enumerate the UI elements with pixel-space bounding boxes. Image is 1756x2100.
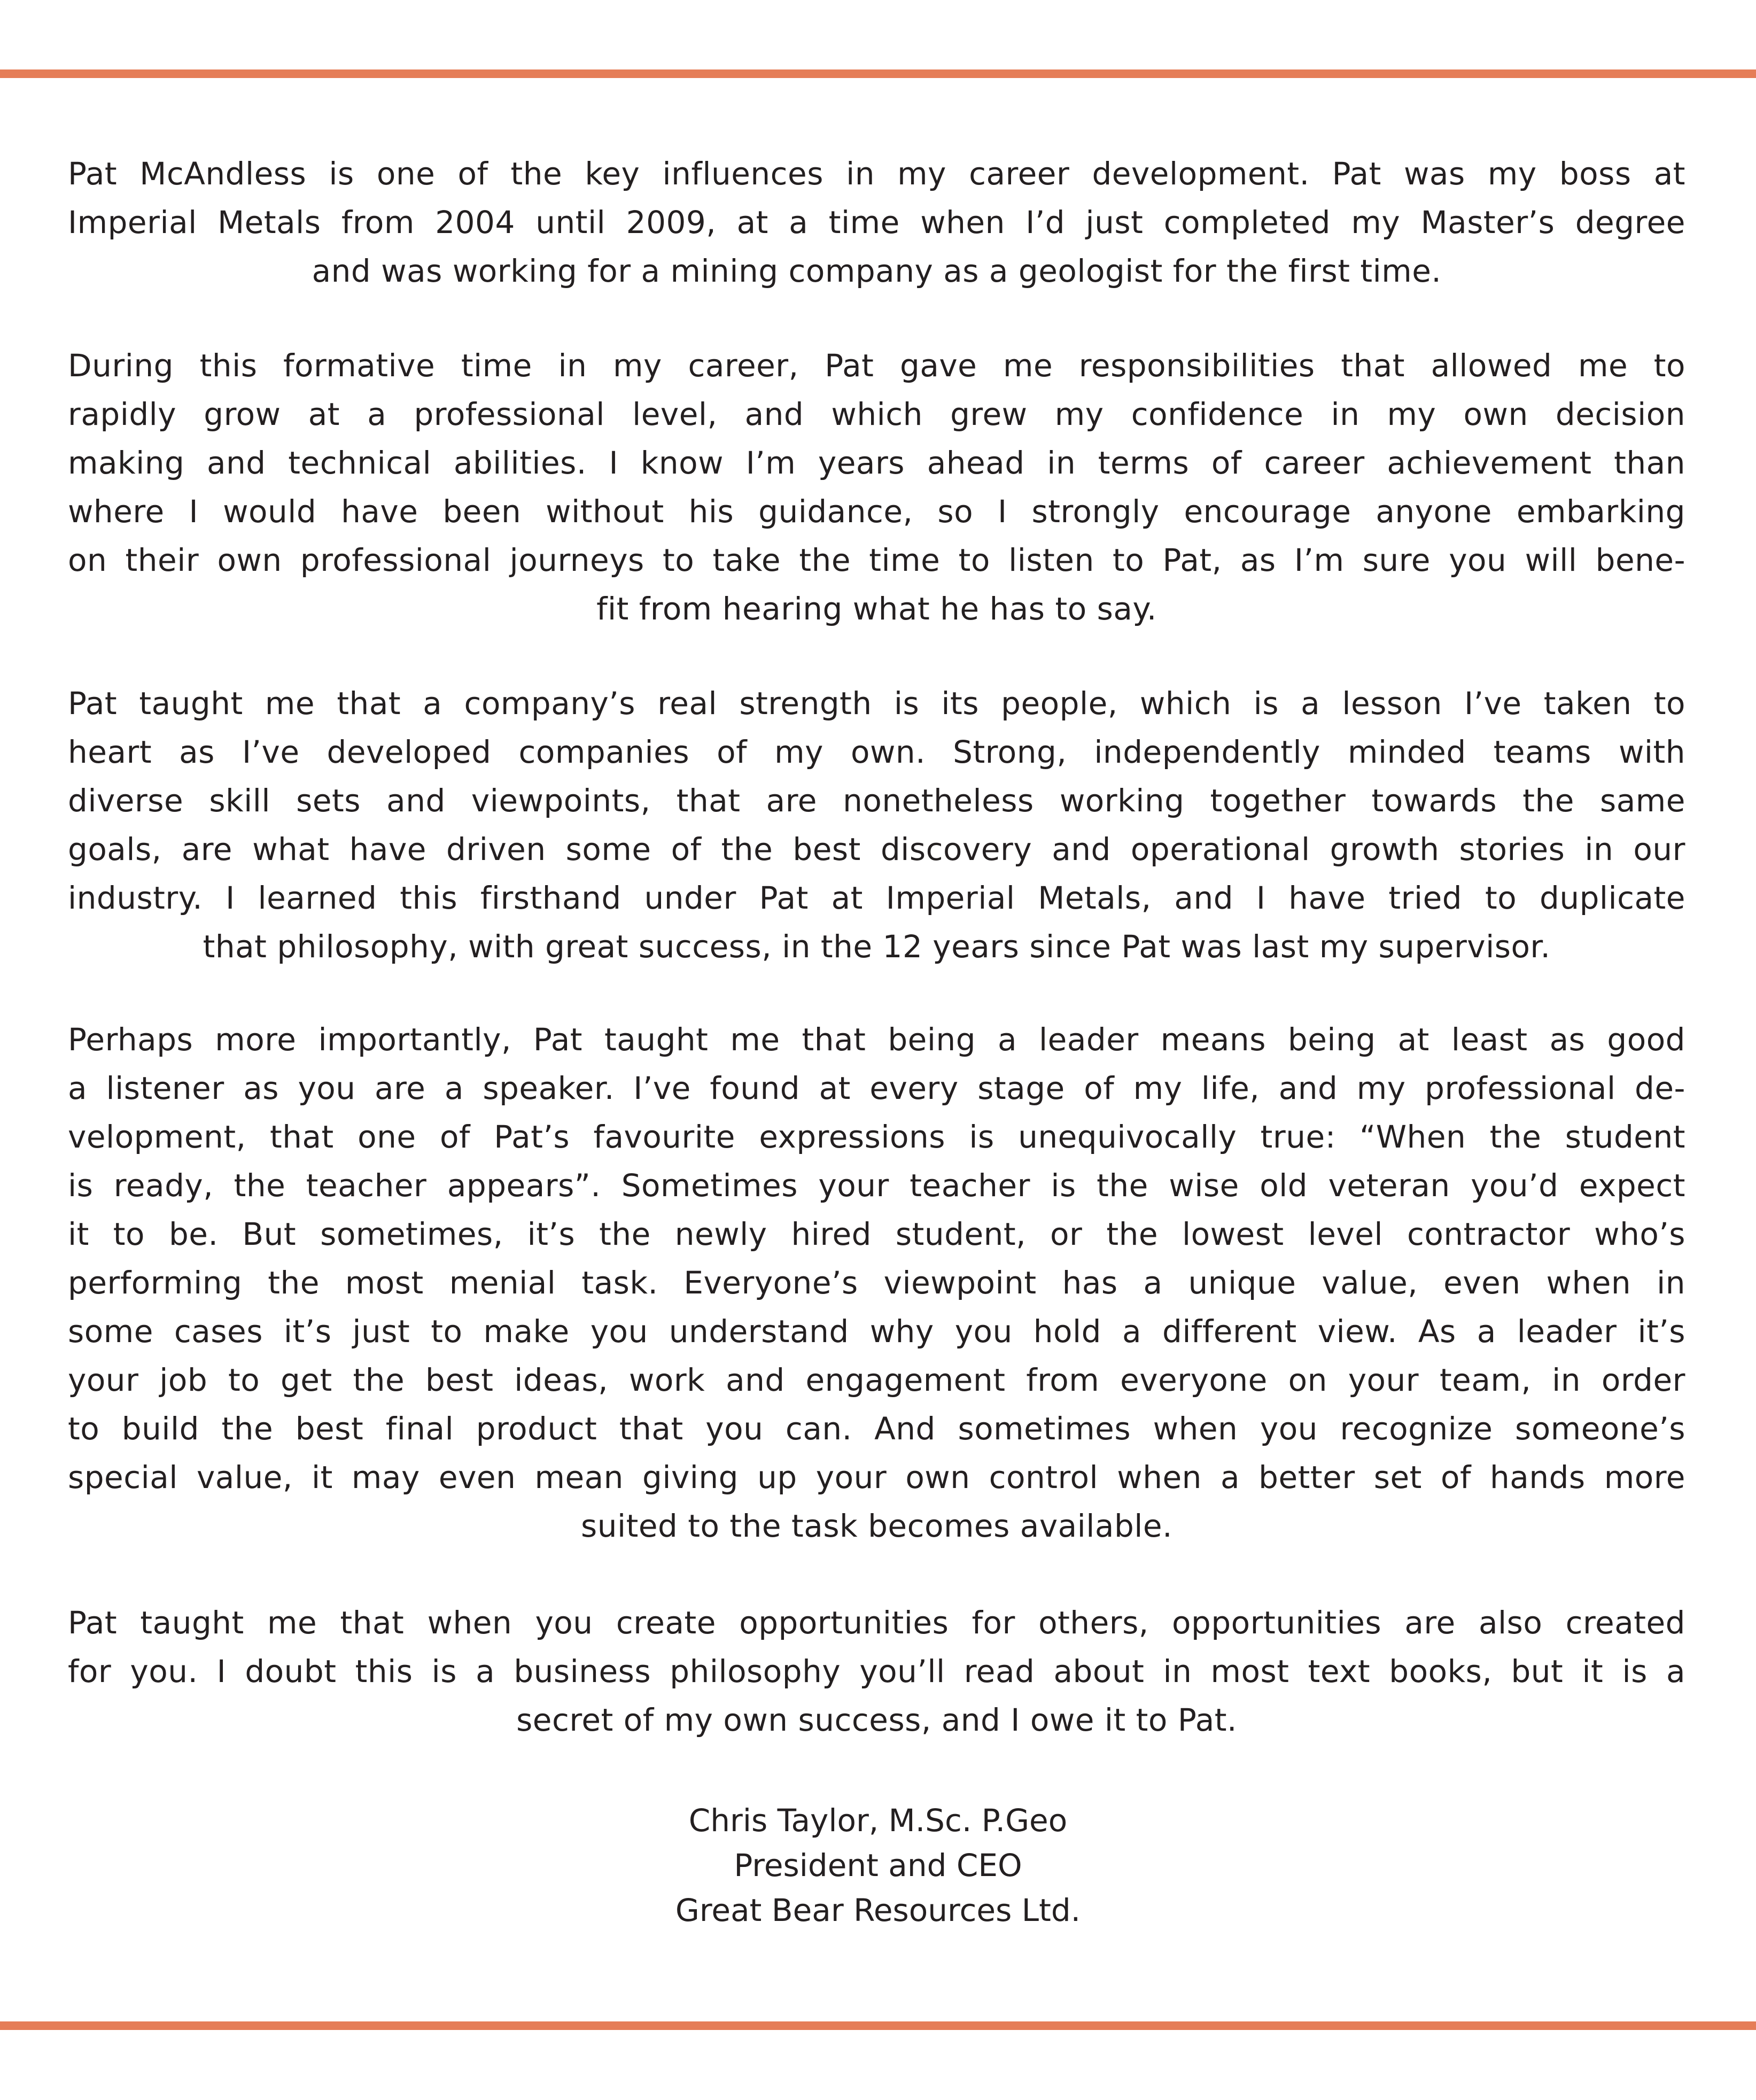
text-line: velopment, that one of Pat’s favourite expressions is unequivocally true: “When the student	[68, 1119, 1685, 1155]
text-line: secret of my own success, and I owe it to Pat.	[516, 1702, 1237, 1738]
paragraph-5	[68, 1599, 1685, 1745]
text-line: is ready, the teacher appears”. Sometimes your teacher is the wise old veteran you’d expect	[68, 1167, 1685, 1204]
paragraph-4	[68, 1016, 1685, 1551]
text-line: it to be. But sometimes, it’s the newly hired student, or the lowest level contractor who’s	[68, 1216, 1685, 1252]
text-line: a listener as you are a speaker. I’ve found at every stage of my life, and my professional de-	[68, 1070, 1685, 1106]
signature-block	[0, 1798, 1756, 1933]
text-line: diverse skill sets and viewpoints, that are nonetheless working together towards the same	[68, 782, 1685, 819]
text-line: Pat taught me that when you create opportunities for others, opportunities are also created	[68, 1605, 1685, 1641]
paragraph-2	[68, 342, 1685, 633]
text-line: Pat McAndless is one of the key influences in my career development. Pat was my boss at	[68, 156, 1685, 192]
text-line: special value, it may even mean giving up your own control when a better set of hands more	[68, 1459, 1685, 1495]
top-accent-rule	[0, 69, 1756, 78]
text-line: heart as I’ve developed companies of my own. Strong, independently minded teams with	[68, 734, 1685, 770]
paragraph-3	[68, 679, 1685, 971]
bottom-accent-rule	[0, 2021, 1756, 2030]
text-line: Perhaps more importantly, Pat taught me that being a leader means being at least as good	[68, 1021, 1685, 1058]
text-line: some cases it’s just to make you understand why you hold a different view. As a leader it’s	[68, 1313, 1685, 1350]
text-line: your job to get the best ideas, work and engagement from everyone on your team, in order	[68, 1362, 1685, 1398]
text-line: to build the best final product that you can. And sometimes when you recognize someone’s	[68, 1411, 1685, 1447]
text-line: on their own professional journeys to take the time to listen to Pat, as I’m sure you will bene-	[68, 542, 1685, 578]
text-line: making and technical abilities. I know I’m years ahead in terms of career achievement than	[68, 445, 1685, 481]
text-line: performing the most menial task. Everyone’s viewpoint has a unique value, even when in	[68, 1265, 1685, 1301]
signature-title: President and CEO	[734, 1847, 1022, 1884]
text-line: industry. I learned this firsthand under Pat at Imperial Metals, and I have tried to duplicate	[68, 880, 1685, 916]
text-line: suited to the task becomes available.	[580, 1508, 1173, 1544]
signature-name: Chris Taylor, M.Sc. P.Geo	[688, 1802, 1068, 1839]
text-line: rapidly grow at a professional level, and which grew my confidence in my own decision	[68, 396, 1685, 432]
text-line: for you. I doubt this is a business philosophy you’ll read about in most text books, but it is a	[68, 1653, 1685, 1690]
text-line: and was working for a mining company as a geologist for the first time.	[312, 253, 1442, 289]
paragraph-1	[68, 150, 1685, 296]
text-line: During this formative time in my career, Pat gave me responsibilities that allowed me to	[68, 347, 1685, 384]
text-line: that philosophy, with great success, in the 12 years since Pat was last my supervisor.	[203, 928, 1551, 965]
text-line: fit from hearing what he has to say.	[596, 591, 1157, 627]
text-line: where I would have been without his guidance, so I strongly encourage anyone embarking	[68, 493, 1685, 530]
text-line: Pat taught me that a company’s real strength is its people, which is a lesson I’ve taken to	[68, 685, 1685, 722]
text-line: Imperial Metals from 2004 until 2009, at a time when I’d just completed my Master’s degree	[68, 204, 1685, 241]
text-line: goals, are what have driven some of the best discovery and operational growth stories in our	[68, 831, 1685, 867]
signature-company: Great Bear Resources Ltd.	[675, 1892, 1081, 1928]
